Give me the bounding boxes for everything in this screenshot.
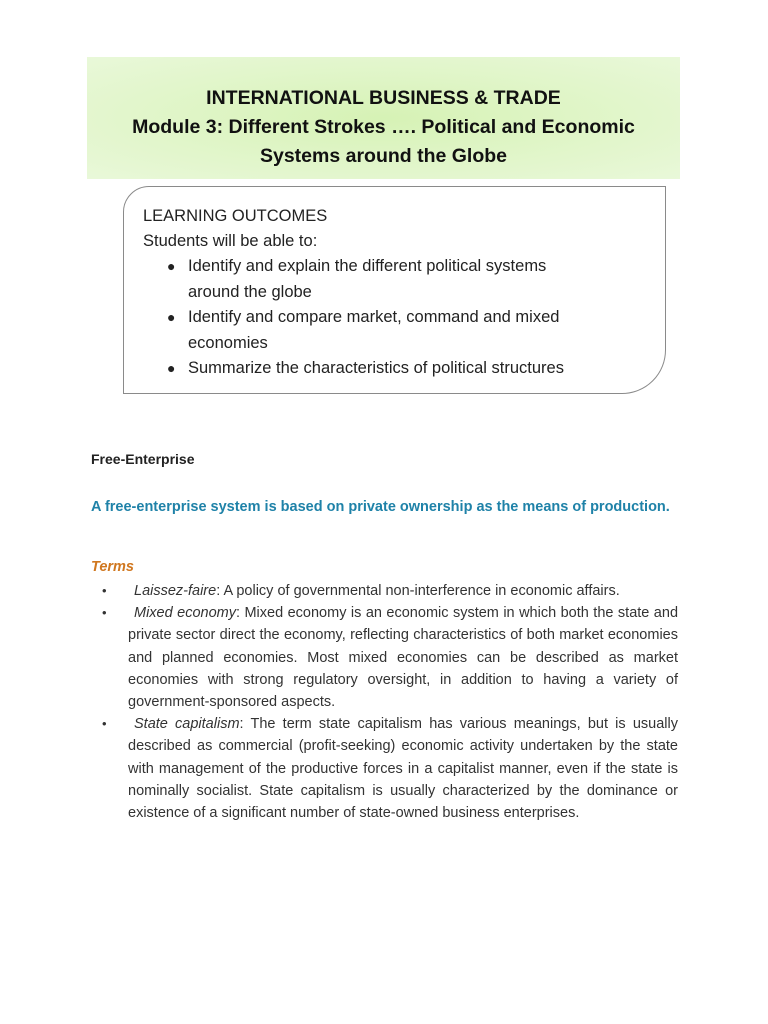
- terms-list: [91, 580, 678, 824]
- terms-title: Terms: [91, 559, 134, 575]
- learning-outcomes-list: [143, 254, 665, 382]
- section-heading: Free-Enterprise: [91, 451, 195, 467]
- bullet-icon: •: [102, 605, 107, 621]
- learning-outcome-item: [143, 254, 588, 305]
- term-definition: : A policy of governmental non-interference in economic affairs.: [216, 583, 620, 599]
- bullet-icon: ●: [167, 258, 176, 274]
- section-lead: A free-enterprise system is based on private ownership as the means of production.: [91, 499, 670, 515]
- learning-outcome-item: [143, 356, 628, 382]
- term-definition: : The term state capitalism has various meanings, but is usually described as commercial (profit-seeking) economic activity undertaken by the state with management of the productive forces in a capitalist manner, even if the state is nominally socialist. State capitalism is usually characterized by the dominance or existence of a significant number of state-owned business enterprises.: [128, 716, 678, 822]
- learning-outcome-text: Summarize the characteristics of political structures: [188, 359, 564, 377]
- term-definition: : Mixed economy is an economic system in which both the state and private sector direct the economy, reflecting characteristics of both market economies and planned economies. Most mixed economies can be described as market economies with strong regulatory oversight, in addition to having a variety of government-sponsored aspects.: [128, 605, 679, 711]
- term-name: State capitalism: [134, 716, 240, 733]
- learning-outcome-item: [143, 305, 588, 356]
- module-title-line-2: Systems around the Globe: [259, 145, 508, 167]
- bullet-icon: •: [102, 716, 107, 732]
- module-header: [87, 57, 680, 179]
- bullet-icon: •: [102, 583, 107, 598]
- learning-outcomes-title: LEARNING OUTCOMES: [143, 207, 328, 225]
- learning-outcome-text: Identify and compare market, command and mixed economies: [188, 308, 560, 352]
- bullet-icon: ●: [167, 360, 176, 376]
- bullet-icon: ●: [167, 309, 176, 325]
- term-name: Mixed economy: [134, 605, 236, 622]
- learning-outcome-text: Identify and explain the different political systems around the globe: [188, 257, 547, 301]
- term-item: [91, 602, 678, 713]
- module-title-line-1: Module 3: Different Strokes …. Political and Economic: [132, 116, 635, 138]
- course-title: INTERNATIONAL BUSINESS & TRADE: [206, 87, 561, 109]
- term-name: Laissez-faire: [134, 583, 217, 599]
- term-item: [91, 713, 678, 824]
- learning-outcomes-box: [123, 186, 666, 394]
- learning-outcomes-intro: Students will be able to:: [143, 232, 318, 250]
- term-item: [91, 580, 678, 602]
